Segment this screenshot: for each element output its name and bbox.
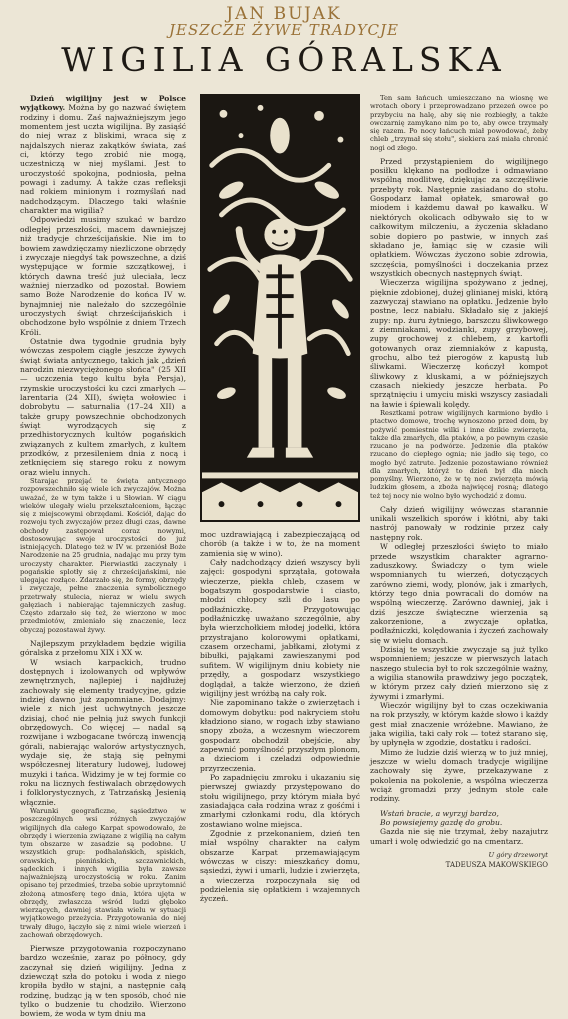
paragraph: Zgodnie z przekonaniem, dzień ten miał wspólny charakter na całym obszarze Karpat przemawiającym wówczas w ciszy: mieszkańcy domu, sąsiedzi, żywi i umarli, ludzie i zwierzęta, a wieczerza rozpoczynała się od podzielenia się opłatkiem i wzajemnych życzeń. — [200, 829, 360, 904]
paragraph: Odpowiedzi musimy szukać w bardzo odległej przeszłości, macem dawniejszej niż tradycje chrześcijańskie. Nie im to bowiem zawdzięczamy niezliczone obrzędy i zwyczaje niegdyś tak powszechne, a dziś występujące w formie szczątkowej, i których dawna treść już uleciała, lecz ważniej nierzadko od pozostał. Bowiem samo Boże Narodzenie do końca IV w. bynajmniej nie należało do szczególnie uroczystych świąt chrześcijańskich i obchodzone było wspólnie z dniem Trzech Króli. — [20, 215, 186, 337]
closing-paragraph: Gazda nie się nie trzymał, żeby nazajutrz umarł i wolę odwiedzić go na cmentarz. — [370, 827, 548, 846]
paragraph: Ostatnie dwa tygodnie grudnia były wówczas zespołem ciągłe jeszcze żywych świąt świata antycznego, takich jak „dzień narodzin niezwyciężonego słońca" (25 XII — uczczenia tego kultu była Persja), rzymskie uroczystości ku czci zmarłych — larentaria (24 XII), święta wołowiec i dobrobytu — saturnalia (17–24 XII) a także grupy powszechnie obchodzonych świąt wyrodzących się z przedhistorycznych kultów pogańskich związanych z kultem zmarłych, z kultem przodków, z przesileniem dnia z nocą i zetknięciem się starego roku z nowym oraz wielu innych. — [20, 336, 186, 477]
article-title: WIGILIA GÓRALSKA — [61, 40, 507, 79]
small-paragraph: Resztkami potraw wigilijnych karmiono bydło i ptactwo domowe, trochę wynoszono przed dom, by pożywić pomiestnie wilki i inne dzikie zwierzęta, także dla zmarłych, dla ptaków, a po pewnym czasie rzucano je na podwórze. Jedzenie dla ptaków rzucano do ciepłego ognia; nie jadło się tego, co mogło być zatrute. Jedzenie pozostawiano również dla zmarłych, któryż to dzień był dla niech pomyślny. Wierzono, że w tę noc zwierzęta mówią ludzkim głosem, a zboża najwięcej rosną; dlatego też tej nocy nie wolno było wychodzić z domu. — [370, 409, 548, 500]
small-print-block — [370, 409, 548, 500]
paragraph: Cały nadchodzący dzień wszyscy byli zajęci: gospodyni sprzątała, gotowała wieczerze, piekła chleb, czasem w bogatszym gospodarstwie i ciasto, młodzi chłopcy szli do lasu po podłaźniczkę. Przygotowując podłaźniczkę uważano szczególnie, aby była wierzchołkiem młodej jodełki, która przystrajano kolorowymi opłatkami, czasem orzechami, jabłkami, złotymi z bibułki, pająkami zawieszanymi pod sufitem. W wigilijnym dniu kobiety nie przędły, a gospodarz wszystkiego doglądał, a także wierzono, że dzień wigilijny jest wróżbą na cały rok. — [200, 558, 360, 698]
paragraph: Wieczerza wigilijna spożywano z jednej, pięknie zdobionej, dużej glinianej miski, którą zazwyczaj stawiano na opłatku. Jedzenie było postne, lecz nabiału. Składało się z jakiejś zupy: np. żuru żytniego, barszczu śliwkowego z ziemniakami, wodzianki, zupy grzybowej, zupy grochowej z chlebem, z kartofli gotowanych oraz ziemniaków z kapustą, grochu, albo też pierogów z kapustą lub śliwkami. Wieczerzę kończył kompot śliwkowy z kluskami, a w późniejszych czasach niekiedy jeszcze herbata. Po sprzątnięciu i umyciu miski wszyscy zasiadali na ławie i śpiewali kolędy. — [370, 278, 548, 409]
paragraph: Cały dzień wigilijny wówczas starannie unikali wszelkich sporów i kłótni, aby taki nastrój panowały w rodzinie przez cały następny rok. — [370, 504, 548, 542]
small-paragraph: Starając przejąć te święta antycznego rozpowszechniło się wiele ich zwyczajów. Można uważać, że w tym także i u Słowian. W ciągu wieków ulegały wielu przekształceniom, łącząc się z miejscowymi obrzędami. Kościół, dając do rozwoju tych zwyczajów przez długi czas, dawne obchody zastępował coraz nowymi, dostosowując swoje uroczystości do już istniejących. Dlatego też w IV w. przeniósł Boże Narodzenie na 25 grudnia, nadając mu przy tym uroczysty charakter. Pierwiastki zaczynały i pogańskie splotły się z chrześcijańskimi, nie ulegając rozłące. Zdarzało się, że formy, obrzędy i zwyczaje, pełne znaczenia symbolicznego przetrwały stulecia, nieraz w wielu swych gałęziach i nabierając tajemniczych zasług. Często zdarzało się też, że wierzono w moc przedmiotów, zmieniało się znaczenie, lecz obyczaj pozostawał żywy. — [20, 477, 186, 634]
paragraph: W odległej przeszłości święto to miało przede wszystkim charakter agrarno-zaduszkowy. Świadczy o tym wiele wspomnianych tu wierzeń, dotyczących zarówno ziemi, wody, plonów, jak i zmarłych, którzy tego dnia powracali do domów na wspólną wieczerzę. Zarówno dawniej, jak i dziś jeszcze świąteczne wierzenia są zakorzenione, a zwyczaje opłatka, podłaźniczki, kolędowania i życzeń zachowały się w wielu domach. — [370, 542, 548, 645]
column-1 — [20, 94, 186, 1019]
paragraph: Po zapadnięciu zmroku i ukazaniu się pierwszej gwiazdy przystępowano do stołu wigilijnego, przy którym miała być zasiadająca cała rodzina wraz z gośćmi i zmarłymi członkami rodu, dla których zostawiano wolne miejsca. — [200, 772, 360, 829]
paragraph: Można by go nazwać świętem rodziny i domu. Zaś najważniejszym jego momentem jest uczta wigilijna. By zasiąść do niej wraz z bliskimi, wraca się z najdalszych nieraz zakątków świata, zaś ci, którzy tego zrobić nie mogą, uczestniczą w niej myślami. Jest to uroczystość spokojna, podniosła, pełna powagi i zadumy. A także czas refleksji nad rokiem minionym i rozmyślań nad nadchodzącym. Dlaczego taki właśnie charakter ma wigilia? — [20, 103, 186, 216]
woodcut-illustration — [200, 94, 360, 522]
lead-paragraph — [20, 94, 186, 215]
illustrator-name: TADEUSZA MAKOWSKIEGO — [445, 860, 548, 869]
paragraph: Najlepszym przykładem będzie wigilia góralska z przełomu XIX i XX w. — [20, 638, 186, 658]
article-header — [0, 0, 568, 88]
paragraph: Wieczór wigilijny był to czas oczekiwania na rok przyszły, w którym każde słowo i każdy gest miał znaczenie wróżebne. Mawiano, że jaka wigilia, taki cały rok — toteż starano się, by upłynęła w zgodzie, dostatku i radości. — [370, 701, 548, 748]
series-title: JESZCZE ŻYWE TRADYCJE — [169, 21, 399, 39]
woodcut-image — [202, 96, 358, 520]
paragraph: W wsiach karpackich, trudno dostępnych i izolowanych od wpływów zewnętrznych, najlepiej i najdłużej zachowały się elementy tradycyjne, gdzie indziej dawno już zapomniane. Dodajmy: wiele z nich jest uchwytnych jeszcze dzisiaj, choć nie pełnią już swych funkcji obrzędowych. Co więcej — nadal są rozwijane i wzbogacane twórczą inwencją górali, nabierając walorów artystycznych, wydaje się, że stają się pełnymi współczesnej literatury ludowej, ludowej muzyki i tańca. Widzimy je w tej formie co roku na licznych festiwalach obrzędowych i folklorystycznych, z Tatrzańską Jesienią włącznie. — [20, 657, 186, 807]
small-print-block — [370, 94, 548, 152]
small-paragraph: Ten sam łańcuch umieszczano na wiosnę we wrotach obory i przeprowadzano przezeń owce po przybyciu na halę, aby się nie rozbiegły, a także owczarnię zamykano nim po to, aby owce trzymały się razem. Po nocy łańcuch miał powodować, żeby chleb „trzymał się stołu", siekiera zaś miała chronić nogi od złego. — [370, 94, 548, 152]
small-print-block — [20, 477, 186, 634]
paragraph: Przed przystąpieniem do wigilijnego posiłku klękano na podłodze i odmawiano wspólną modlitwę, dziękując za szczęśliwie przebyty rok. Następnie zasiadano do stołu. Gospodarz łamał opłatek, smarował go miodem i każdemu dawał po kawałku. W niektórych okolicach odbywało się to w całkowitym milczeniu, a życzenia składano sobie dopiero po pastwie, w innych zaś składano je, łamiąc się w czasie wili opłatkiem. Wówczas życzono sobie zdrowia, szczęścia, pomyślności i doczekania przez wszystkich obecnych następnych świąt. — [370, 156, 548, 278]
paragraph: Mimo że ludzie dziś wierzą w to już mniej, jeszcze w wielu domach tradycje wigilijne zachowały się żywe, przekazywane z pokolenia na pokolenie, a wspólna wieczerza wciąż gromadzi przy jednym stole całe rodziny. — [370, 747, 548, 804]
paragraph: Nie zapominano także o zwierzętach i domowym dobytku: pod nakryciem stołu kładziono siano, w rogach izby stawiano snopy zboża, a wczesnym wieczorem gospodarz obchodził obejście, aby zapewnić pomyślność przyszłym plonom, a dzieciom i czeladzi odpowiednie przyrzeczenia. — [200, 698, 360, 773]
paragraph: moc uzdrawiającą i zabezpieczającą od chorób (a także i w to, że na moment zamienia się w wino). — [200, 530, 360, 558]
paragraph: Dzisiaj te wszystkie zwyczaje są już tylko wspomnieniem; jeszcze w pierwszych latach naszego stulecia był to rok szczególnie ważny, a wigilia stanowiła prawdziwy jego początek, w którym przez cały dzień mierzono się z żywymi i zmarłymi. — [370, 644, 548, 701]
small-paragraph: Warunki geograficzne, sąsiedztwo w poszczególnych wsi różnych zwyczajów wigilijnych dla całego Karpat spowodowało, że obrzędy i wierzenia związane z wigilią na całym tym obszarze w zasadzie są podobne. U wszystkich grup: podhalańskich, spiskich, orawskich, pienińskich, szczawnickich, sądeckich i innych wigilia była zawsze najważniejszą uroczystością w roku. Zanim opisano tej przedmieś, trzeba sobie uprzytomnić złożoną atmosferę tego dnia, która ujęta w obrzędy, zwłaszcza wśród ludzi głęboko wierzących, dawniej stawiała wielu w sytuacji wyjątkowego przeżycia. Przygotowania do niej trwały długo, łączyło się z nimi wiele wierzeń i zachowań obrzędowych. — [20, 807, 186, 939]
paragraph: Pierwsze przygotowania rozpoczynano bardzo wcześnie, zaraz po północy, gdy zaczynał się dzień wigilijny. Jedna z dziewcząt szła do potoku i woda z niego kropiła bydło w stajni, a następnie całą rodzinę, budząc ją w ten sposób, choć nie tylko o budzenie tu chodziło. Wierzono bowiem, że woda w tym dniu ma — [20, 944, 186, 1019]
verse-line: Bo powsiejemy gazdę do grobu. — [380, 818, 503, 828]
credit-line: U góry drzeworyt — [488, 851, 548, 860]
column-2 — [200, 530, 360, 904]
lead-sentence: Dzień wigilijny jest w Polsce wyjątkowy. — [20, 94, 186, 113]
author-name: JAN BUJAK — [226, 4, 342, 24]
verse-line: Wstań bracie, a wyrzyj bardzo, — [380, 808, 499, 818]
column-3 — [370, 94, 548, 869]
small-print-block — [20, 807, 186, 939]
